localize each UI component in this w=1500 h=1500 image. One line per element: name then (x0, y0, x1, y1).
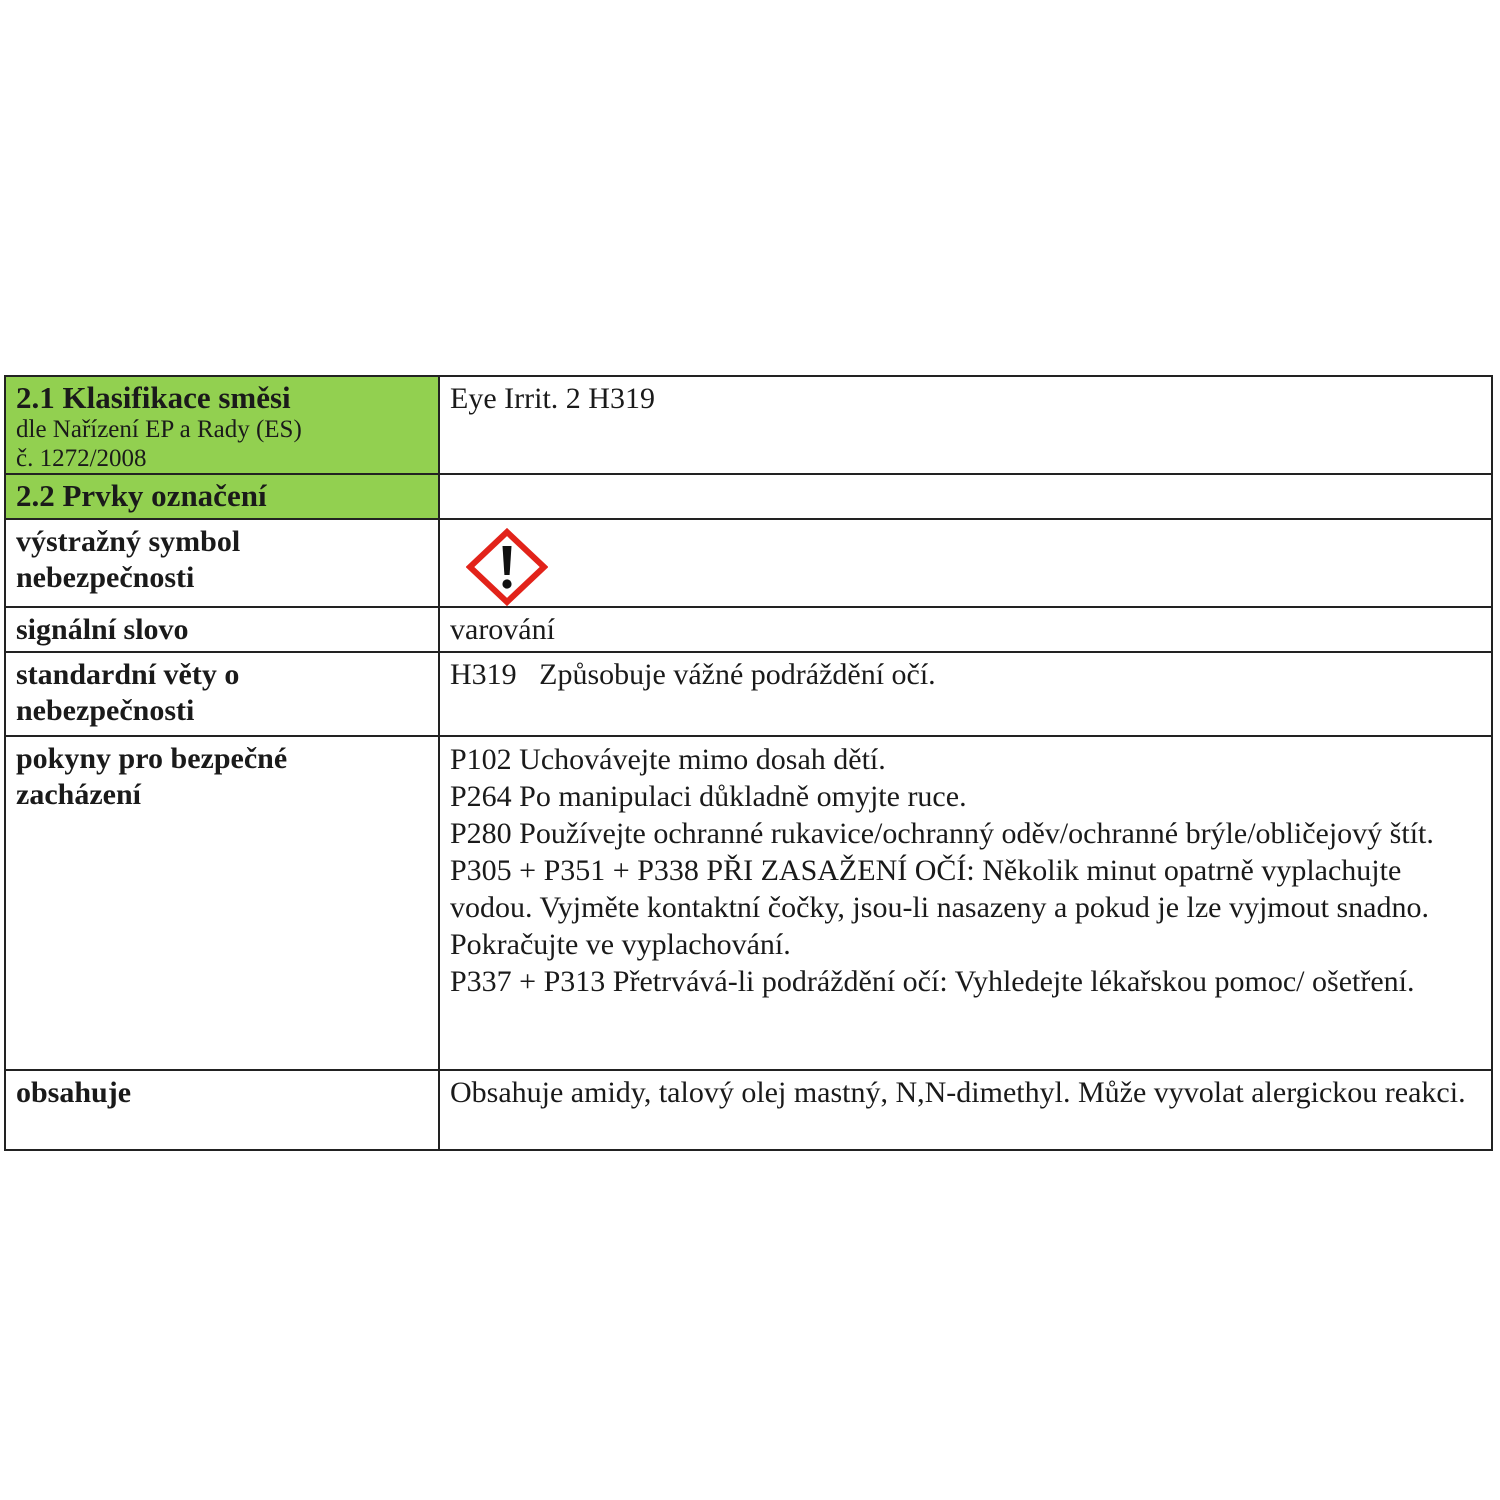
hazard-symbol-label-line1: výstražný symbol (16, 525, 241, 558)
label-elements-title: 2.2 Prvky označení (16, 478, 267, 513)
hazard-statements-label-cell (5, 652, 439, 736)
signal-word-value: varování (439, 607, 1492, 652)
row-contains (5, 1070, 1492, 1150)
precautionary-p102: P102 Uchovávejte mimo dosah dětí. (450, 743, 886, 776)
label-elements-title-cell (5, 474, 439, 519)
hazard-symbol-label-line2: nebezpečnosti (16, 561, 195, 594)
row-signal-word (5, 607, 1492, 652)
classification-regulation-line1: dle Nařízení EP a Rady (ES) (16, 416, 302, 443)
signal-word-label: signální slovo (5, 607, 439, 652)
precautionary-value-cell (439, 736, 1492, 1070)
row-hazard-statements (5, 652, 1492, 736)
ghs07-exclamation-mark-icon (466, 528, 548, 606)
row-precautionary-statements (5, 736, 1492, 1070)
hazard-statements-label-line1: standardní věty o (16, 658, 240, 691)
precautionary-p280: P280 Používejte ochranné rukavice/ochranný oděv/ochranné brýle/obličejový štít. (450, 817, 1434, 850)
precautionary-p305-p351-p338: P305 + P351 + P338 PŘI ZASAŽENÍ OČÍ: Několik minut opatrně vyplachujte vodou. Vyjměte kontaktní čočky, jsou-li nasazeny a pokud je lze vyjmout snadno. Pokračujte ve vyplachování. (450, 854, 1429, 961)
precautionary-label-cell (5, 736, 439, 1070)
row-classification (5, 376, 1492, 474)
hazard-statement-h319: H319 Způsobuje vážné podráždění očí. (450, 658, 936, 691)
hazard-statements-label-line2: nebezpečnosti (16, 694, 195, 727)
classification-regulation-line2: č. 1272/2008 (16, 445, 147, 472)
hazard-symbol-value-cell (439, 519, 1492, 607)
hazard-statements-value-cell (439, 652, 1492, 736)
precautionary-p337-p313: P337 + P313 Přetrvává-li podráždění očí: Vyhledejte lékařskou pomoc/ ošetření. (450, 965, 1415, 998)
classification-label-cell (5, 376, 439, 474)
row-hazard-symbol (5, 519, 1492, 607)
precautionary-p264: P264 Po manipulaci důkladně omyjte ruce. (450, 780, 967, 813)
label-elements-empty-cell (439, 474, 1492, 519)
sds-section-2-table (4, 375, 1493, 1151)
precautionary-label-line2: zacházení (16, 778, 141, 811)
contains-value: Obsahuje amidy, talový olej mastný, N,N-dimethyl. Může vyvolat alergickou reakci. (439, 1070, 1492, 1150)
classification-value: Eye Irrit. 2 H319 (439, 376, 1492, 474)
precautionary-label-line1: pokyny pro bezpečné (16, 742, 288, 775)
row-label-elements (5, 474, 1492, 519)
classification-title: 2.1 Klasifikace směsi (16, 380, 291, 415)
contains-label: obsahuje (5, 1070, 439, 1150)
hazard-symbol-label-cell (5, 519, 439, 607)
